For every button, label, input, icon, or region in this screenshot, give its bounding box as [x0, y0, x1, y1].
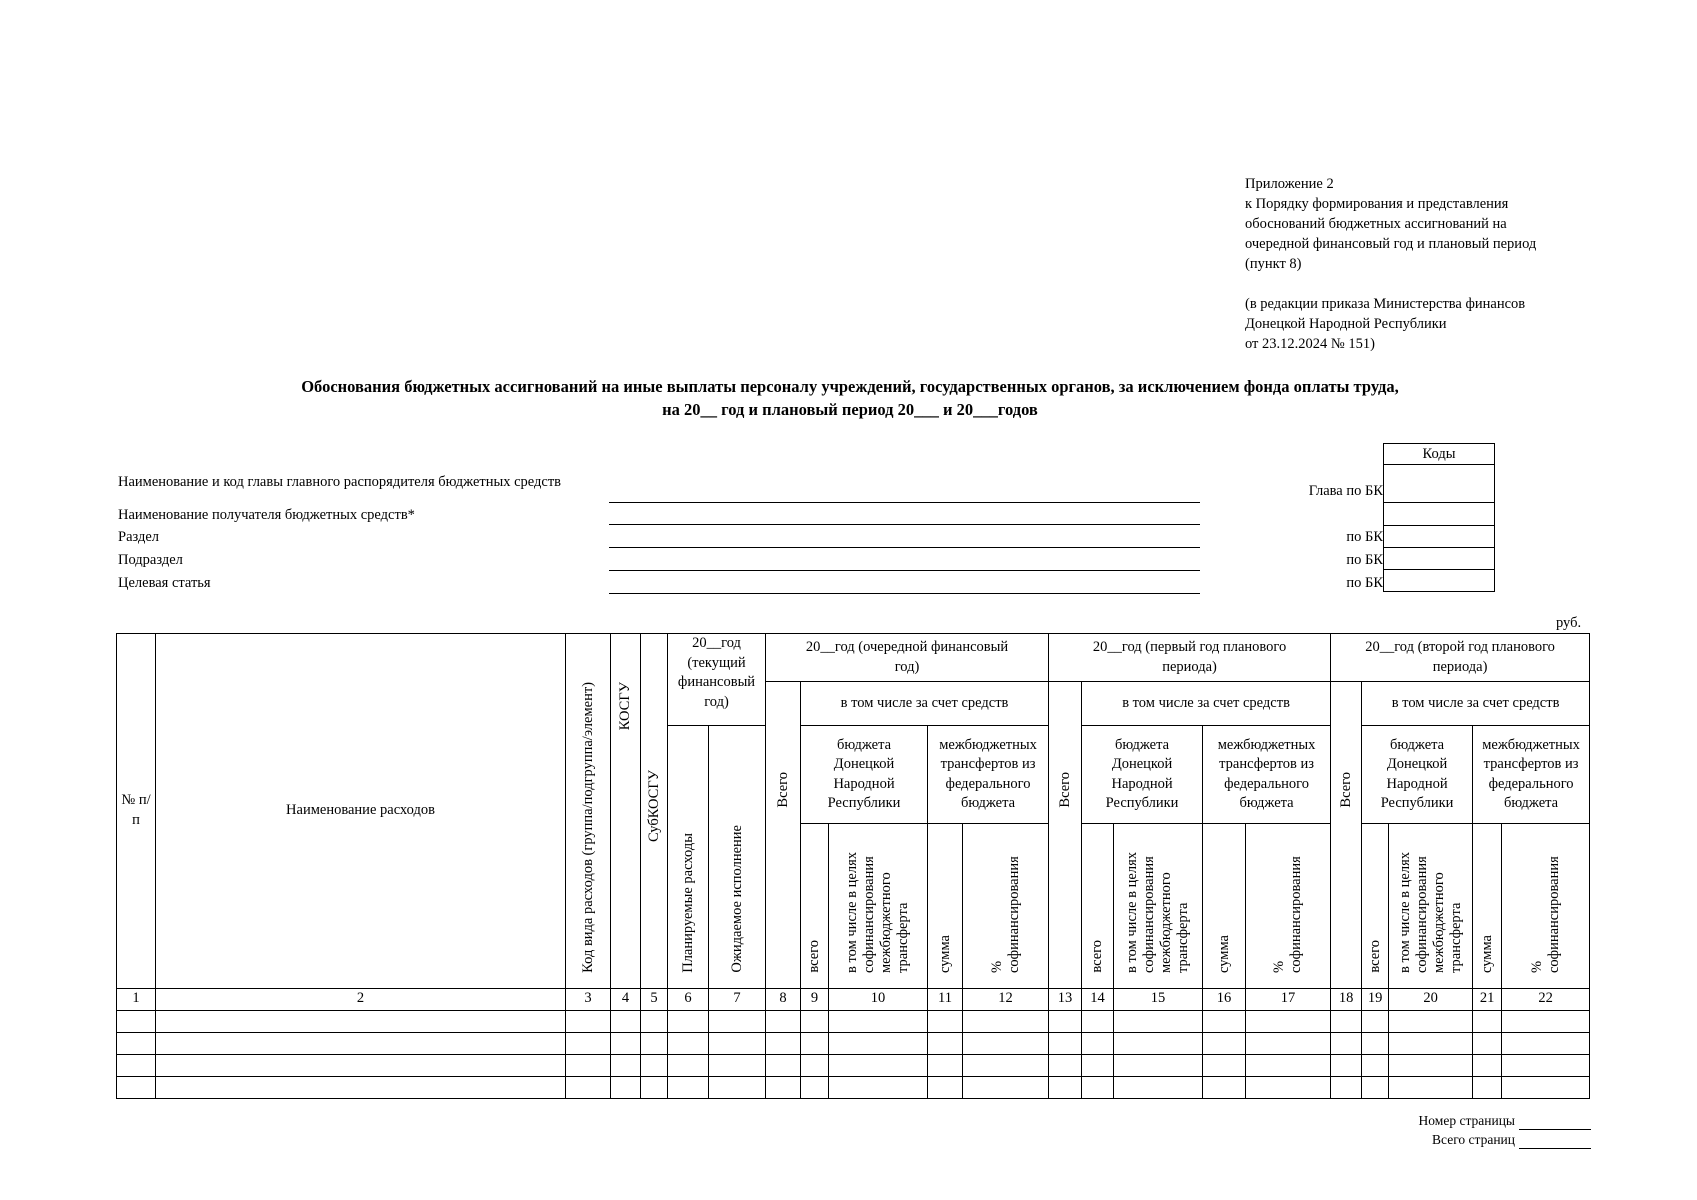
sub-total-2 — [1082, 823, 1114, 988]
total-text: Всего — [1056, 772, 1073, 808]
page-number-label: Номер страницы — [1418, 1113, 1515, 1128]
table-cell[interactable] — [641, 1054, 668, 1076]
table-cell[interactable] — [1049, 1054, 1082, 1076]
col-header-expected — [709, 726, 766, 988]
pages-total-row — [1370, 1130, 1591, 1149]
cofin-text: в том числе в целях софинансирования межбюджетного трансферта — [844, 852, 912, 973]
col-header-budget-dnr-3: бюджета Донецкой Народной Республики — [1362, 726, 1473, 823]
table-cell[interactable] — [641, 1032, 668, 1054]
code-cell-target[interactable] — [1384, 570, 1495, 592]
table-cell[interactable] — [566, 1054, 611, 1076]
appendix-line: очередной финансовый год и плановый период — [1245, 236, 1537, 252]
appendix-line: Приложение 2 — [1245, 176, 1334, 192]
col-header-planned — [668, 726, 709, 988]
table-cell[interactable] — [1331, 1076, 1362, 1098]
pct-text: % софинансирования — [1528, 856, 1562, 973]
sub-total-text: всего — [1366, 940, 1383, 973]
column-number: 10 — [829, 988, 928, 1010]
column-number: 2 — [156, 988, 566, 1010]
col-header-kvr-text: Код вида расходов (группа/подгруппа/элемент) — [579, 682, 596, 973]
sum-2 — [1203, 823, 1246, 988]
table-cell[interactable] — [1114, 1032, 1203, 1054]
table-cell[interactable] — [1082, 1054, 1114, 1076]
sum-text: сумма — [1478, 935, 1495, 973]
table-cell[interactable] — [928, 1010, 963, 1032]
code-cell-glava[interactable] — [1384, 465, 1495, 503]
table-cell[interactable] — [829, 1010, 928, 1032]
field-line-section[interactable] — [609, 547, 1200, 548]
cofin-1 — [829, 823, 928, 988]
col-header-federal-3: межбюджетных трансфертов из федерального бюджета — [1473, 726, 1590, 823]
col-header-period3: 20__год (второй год планового периода) — [1331, 634, 1590, 682]
column-number: 1 — [117, 988, 156, 1010]
table-cell[interactable] — [1203, 1054, 1246, 1076]
sum-1 — [928, 823, 963, 988]
table-cell[interactable] — [117, 1032, 156, 1054]
table-cell[interactable] — [1114, 1076, 1203, 1098]
table-cell[interactable] — [156, 1054, 566, 1076]
table-cell[interactable] — [1331, 1032, 1362, 1054]
cofin-3 — [1389, 823, 1473, 988]
main-table — [116, 633, 1590, 1099]
cofin-text: в том числе в целях софинансирования межбюджетного трансферта — [1396, 852, 1464, 973]
codes-table — [1383, 443, 1495, 592]
document-title — [120, 375, 1580, 421]
table-cell[interactable] — [1473, 1076, 1502, 1098]
table-cell[interactable] — [928, 1032, 963, 1054]
table-cell[interactable] — [1331, 1010, 1362, 1032]
column-number: 12 — [963, 988, 1049, 1010]
table-cell[interactable] — [1203, 1032, 1246, 1054]
field-label-recipient: Наименование получателя бюджетных средств* — [118, 507, 415, 523]
table-cell[interactable] — [117, 1054, 156, 1076]
field-label-section: Раздел — [118, 529, 160, 545]
appendix-line: к Порядку формирования и представления — [1245, 196, 1509, 212]
pct-3 — [1502, 823, 1590, 988]
table-cell[interactable] — [566, 1010, 611, 1032]
column-number: 20 — [1389, 988, 1473, 1010]
table-cell[interactable] — [1082, 1032, 1114, 1054]
cofin-text: в том числе в целях софинансирования межбюджетного трансферта — [1124, 852, 1192, 973]
planned-text: Планируемые расходы — [679, 833, 696, 973]
code-label-glava: Глава по БК — [1308, 483, 1383, 499]
col-header-total-2 — [1049, 682, 1082, 988]
field-line-recipient[interactable] — [609, 524, 1200, 525]
appendix-line: (пункт 8) — [1245, 256, 1302, 272]
table-cell[interactable] — [709, 1010, 766, 1032]
table-cell[interactable] — [1049, 1032, 1082, 1054]
table-cell[interactable] — [611, 1010, 641, 1032]
table-cell[interactable] — [1362, 1032, 1389, 1054]
sub-total-3 — [1362, 823, 1389, 988]
field-line-target[interactable] — [609, 593, 1200, 594]
total-text: Всего — [1337, 772, 1354, 808]
page-number-field[interactable] — [1519, 1115, 1591, 1130]
table-cell[interactable] — [1362, 1076, 1389, 1098]
currency-label: руб. — [1556, 615, 1582, 631]
pages-total-label: Всего страниц — [1432, 1132, 1515, 1147]
col-header-period1: 20__год (очередной финансовый год) — [766, 634, 1049, 682]
column-number: 7 — [709, 988, 766, 1010]
field-line-subsection[interactable] — [609, 570, 1200, 571]
column-number: 18 — [1331, 988, 1362, 1010]
appendix-block — [1245, 174, 1675, 354]
page-number-row — [1370, 1111, 1591, 1130]
pct-text: % софинансирования — [1271, 856, 1305, 973]
edition-line: Донецкой Народной Республики — [1245, 316, 1447, 332]
table-cell[interactable] — [963, 1010, 1049, 1032]
column-number: 11 — [928, 988, 963, 1010]
table-cell[interactable] — [963, 1076, 1049, 1098]
table-cell[interactable] — [829, 1076, 928, 1098]
field-label-target: Целевая статья — [118, 575, 211, 591]
sum-text: сумма — [936, 935, 953, 973]
col-header-kvr — [566, 634, 611, 989]
table-cell[interactable] — [1114, 1054, 1203, 1076]
cofin-2 — [1114, 823, 1203, 988]
table-cell[interactable] — [1473, 1032, 1502, 1054]
pages-total-field[interactable] — [1519, 1134, 1591, 1149]
col-header-period2: 20__год (первый год планового периода) — [1049, 634, 1331, 682]
col-header-total-1 — [766, 682, 801, 988]
col-header-subkosgu — [641, 634, 668, 989]
table-cell[interactable] — [668, 1076, 709, 1098]
table-cell[interactable] — [156, 1076, 566, 1098]
table-row[interactable] — [117, 1076, 1590, 1098]
code-cell-blank[interactable] — [1384, 503, 1495, 526]
table-cell[interactable] — [1389, 1076, 1473, 1098]
expected-text: Ожидаемое исполнение — [728, 825, 745, 973]
table-cell[interactable] — [801, 1010, 829, 1032]
table-cell[interactable] — [1114, 1010, 1203, 1032]
table-cell[interactable] — [1082, 1076, 1114, 1098]
table-cell[interactable] — [1049, 1076, 1082, 1098]
table-cell[interactable] — [829, 1032, 928, 1054]
table-row[interactable] — [117, 1010, 1590, 1032]
code-cell-razdel[interactable] — [1384, 526, 1495, 548]
table-cell[interactable] — [766, 1076, 801, 1098]
table-row[interactable] — [117, 1032, 1590, 1054]
table-cell[interactable] — [611, 1076, 641, 1098]
table-cell[interactable] — [668, 1054, 709, 1076]
table-cell[interactable] — [1331, 1054, 1362, 1076]
total-text: Всего — [774, 772, 791, 808]
table-cell[interactable] — [1389, 1032, 1473, 1054]
column-number: 13 — [1049, 988, 1082, 1010]
table-cell[interactable] — [566, 1076, 611, 1098]
column-number: 19 — [1362, 988, 1389, 1010]
table-cell[interactable] — [1203, 1076, 1246, 1098]
table-cell[interactable] — [928, 1054, 963, 1076]
edition-line: от 23.12.2024 № 151) — [1245, 336, 1375, 352]
page-counter — [1370, 1111, 1591, 1149]
code-label-razdel: по БК — [1346, 529, 1383, 545]
field-label-subsection: Подраздел — [118, 552, 183, 568]
table-cell[interactable] — [117, 1076, 156, 1098]
table-cell[interactable] — [766, 1054, 801, 1076]
field-line-head[interactable] — [609, 502, 1200, 503]
table-cell[interactable] — [963, 1032, 1049, 1054]
pct-text: % софинансирования — [988, 856, 1022, 973]
col-header-current-year: 20__год (текущий финансовый год) — [668, 634, 766, 726]
table-cell[interactable] — [1049, 1010, 1082, 1032]
table-cell[interactable] — [801, 1076, 829, 1098]
column-number: 9 — [801, 988, 829, 1010]
table-cell[interactable] — [668, 1032, 709, 1054]
appendix-line: обоснований бюджетных ассигнований на — [1245, 216, 1507, 232]
pct-2 — [1246, 823, 1331, 988]
table-cell[interactable] — [829, 1054, 928, 1076]
table-cell[interactable] — [1246, 1032, 1331, 1054]
col-header-kosgu — [611, 634, 641, 989]
table-cell[interactable] — [1246, 1076, 1331, 1098]
col-header-federal-2: межбюджетных трансфертов из федерального бюджета — [1203, 726, 1331, 823]
table-cell[interactable] — [1502, 1032, 1590, 1054]
col-header-incl-3: в том числе за счет средств — [1362, 682, 1590, 726]
column-number: 4 — [611, 988, 641, 1010]
table-cell[interactable] — [1502, 1054, 1590, 1076]
table-cell[interactable] — [709, 1076, 766, 1098]
table-cell[interactable] — [766, 1032, 801, 1054]
col-header-total-3 — [1331, 682, 1362, 988]
table-cell[interactable] — [156, 1032, 566, 1054]
spacer — [1245, 274, 1675, 294]
column-number: 16 — [1203, 988, 1246, 1010]
table-cell[interactable] — [1203, 1010, 1246, 1032]
col-header-no: № п/п — [117, 634, 156, 989]
col-header-name: Наименование расходов — [156, 634, 566, 989]
col-header-incl-2: в том числе за счет средств — [1082, 682, 1331, 726]
column-number: 17 — [1246, 988, 1331, 1010]
col-header-budget-dnr-2: бюджета Донецкой Народной Республики — [1082, 726, 1203, 823]
table-cell[interactable] — [963, 1054, 1049, 1076]
table-cell[interactable] — [1246, 1054, 1331, 1076]
col-header-kosgu-text: КОСГУ — [617, 682, 633, 731]
col-header-budget-dnr-1: бюджета Донецкой Народной Республики — [801, 726, 928, 823]
table-cell[interactable] — [709, 1054, 766, 1076]
code-cell-podrazdel[interactable] — [1384, 548, 1495, 570]
table-cell[interactable] — [801, 1032, 829, 1054]
table-cell[interactable] — [1389, 1054, 1473, 1076]
sum-3 — [1473, 823, 1502, 988]
edition-line: (в редакции приказа Министерства финансов — [1245, 296, 1526, 312]
column-number: 5 — [641, 988, 668, 1010]
column-number: 8 — [766, 988, 801, 1010]
table-cell[interactable] — [611, 1032, 641, 1054]
col-header-incl-1: в том числе за счет средств — [801, 682, 1049, 726]
table-cell[interactable] — [709, 1032, 766, 1054]
table-cell[interactable] — [1473, 1010, 1502, 1032]
col-header-subkosgu-text: СубКОСГУ — [645, 770, 662, 843]
table-cell[interactable] — [641, 1010, 668, 1032]
table-cell[interactable] — [566, 1032, 611, 1054]
column-number: 15 — [1114, 988, 1203, 1010]
table-cell[interactable] — [928, 1076, 963, 1098]
table-cell[interactable] — [1389, 1010, 1473, 1032]
codes-title: Коды — [1384, 444, 1495, 465]
table-cell[interactable] — [1502, 1010, 1590, 1032]
sum-text: сумма — [1215, 935, 1232, 973]
column-number: 6 — [668, 988, 709, 1010]
column-number: 21 — [1473, 988, 1502, 1010]
table-cell[interactable] — [1362, 1010, 1389, 1032]
column-number: 22 — [1502, 988, 1590, 1010]
table-cell[interactable] — [668, 1010, 709, 1032]
code-label-podrazdel: по БК — [1346, 552, 1383, 568]
field-label-head: Наименование и код главы главного распорядителя бюджетных средств — [118, 474, 562, 490]
table-cell[interactable] — [117, 1010, 156, 1032]
table-cell[interactable] — [1362, 1054, 1389, 1076]
table-cell[interactable] — [156, 1010, 566, 1032]
title-line-2: на 20__ год и плановый период 20___ и 20___годов — [662, 400, 1038, 419]
column-numbers-row — [117, 988, 1590, 1010]
sub-total-1 — [801, 823, 829, 988]
table-row[interactable] — [117, 1054, 1590, 1076]
column-number: 14 — [1082, 988, 1114, 1010]
title-line-1: Обоснования бюджетных ассигнований на иные выплаты персоналу учреждений, государственных органов, за исключением фонда оплаты труда, — [301, 377, 1399, 396]
sub-total-text: всего — [1089, 940, 1106, 973]
table-cell[interactable] — [641, 1076, 668, 1098]
table-cell[interactable] — [1473, 1054, 1502, 1076]
table-cell[interactable] — [1502, 1076, 1590, 1098]
table-cell[interactable] — [1082, 1010, 1114, 1032]
table-cell[interactable] — [766, 1010, 801, 1032]
table-cell[interactable] — [611, 1054, 641, 1076]
column-number: 3 — [566, 988, 611, 1010]
col-header-federal-1: межбюджетных трансфертов из федерального бюджета — [928, 726, 1049, 823]
code-label-target: по БК — [1346, 575, 1383, 591]
table-cell[interactable] — [1246, 1010, 1331, 1032]
sub-total-text: всего — [806, 940, 823, 973]
table-cell[interactable] — [801, 1054, 829, 1076]
pct-1 — [963, 823, 1049, 988]
